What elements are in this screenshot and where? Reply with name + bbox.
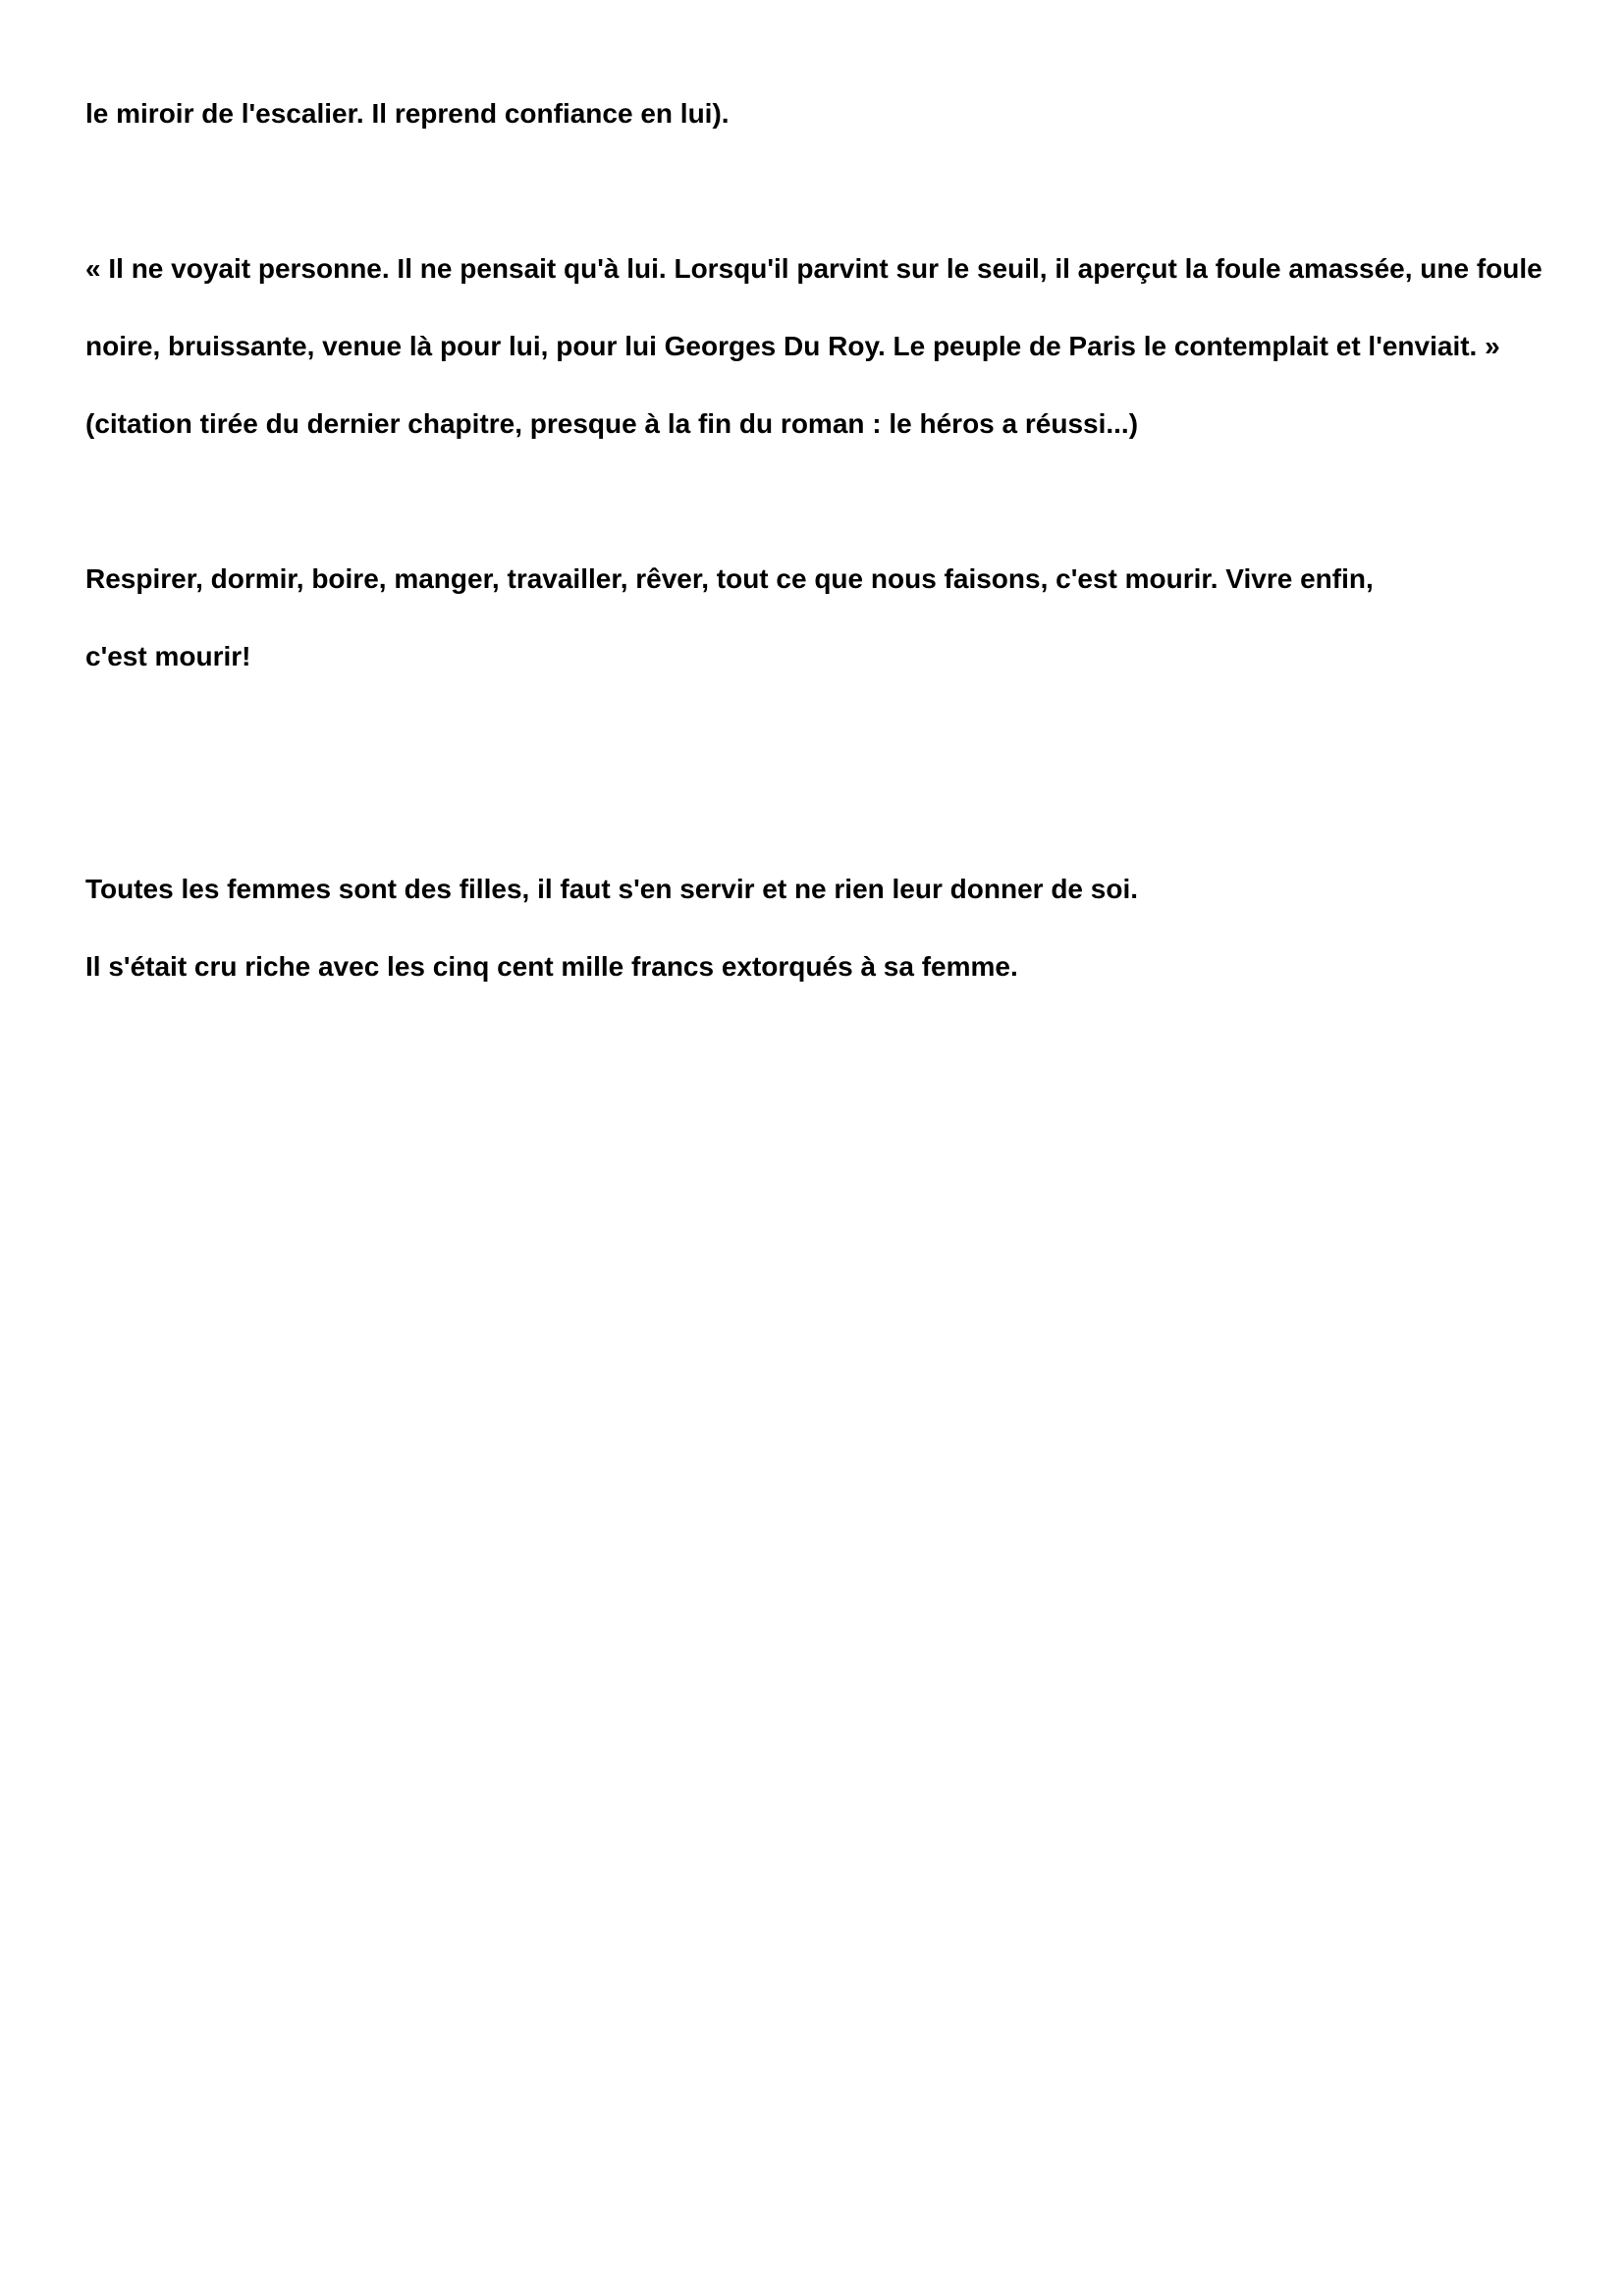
text-line-escalier: le miroir de l'escalier. Il reprend confiance en lui).	[85, 98, 730, 129]
quote-mourir-line-2: c'est mourir!	[85, 641, 251, 671]
citation-note: (citation tirée du dernier chapitre, presque à la fin du roman : le héros a réussi...)	[85, 408, 1139, 439]
quote-riche: Il s'était cru riche avec les cinq cent mille francs extorqués à sa femme.	[85, 951, 1018, 982]
quote-line-2: noire, bruissante, venue là pour lui, pour lui Georges Du Roy. Le peuple de Paris le contemplait et l'enviait. »	[85, 331, 1500, 361]
quote-femmes: Toutes les femmes sont des filles, il faut s'en servir et ne rien leur donner de soi.	[85, 874, 1139, 904]
quote-line-1: « Il ne voyait personne. Il ne pensait qu'à lui. Lorsqu'il parvint sur le seuil, il aperçut la foule amassée, une foule	[85, 253, 1543, 284]
quote-mourir-line-1: Respirer, dormir, boire, manger, travailler, rêver, tout ce que nous faisons, c'est mourir. Vivre enfin,	[85, 563, 1374, 594]
